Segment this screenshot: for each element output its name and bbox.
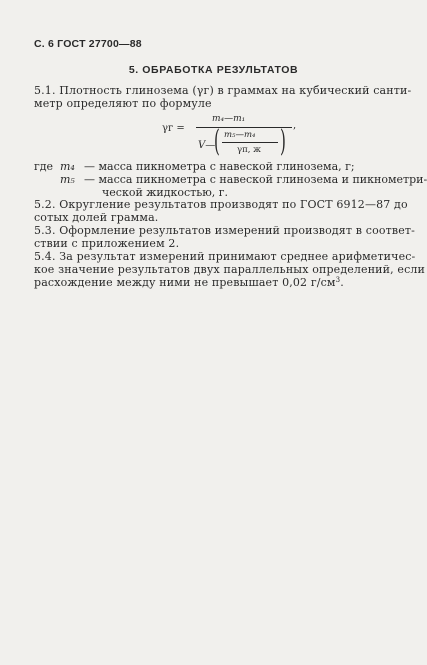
symbol-m5: m₅ <box>60 173 75 186</box>
paragraph-line: 5.2. Округление результатов производят по ГОСТ 6912—87 до <box>34 198 408 211</box>
left-paren: ( <box>214 124 220 159</box>
paragraph-line <box>34 276 394 289</box>
formula-comma: , <box>293 120 297 131</box>
section-title: 5. ОБРАБОТКА РЕЗУЛЬТАТОВ <box>128 64 299 76</box>
paragraph-line: ствии с приложением 2. <box>34 237 180 250</box>
paragraph-5-4 <box>34 250 426 289</box>
paragraph-5-1 <box>34 84 412 110</box>
paragraph-line: 5.3. Оформление результатов измерений производят в соответ- <box>34 224 415 237</box>
cubic-superscript: 3 <box>335 276 341 284</box>
density-formula <box>162 114 312 158</box>
formula-lhs: γг = <box>162 123 185 134</box>
page-header: С. 6 ГОСТ 27700—88 <box>34 38 142 50</box>
paragraph-5-2 <box>34 198 408 224</box>
right-paren: ) <box>280 124 286 159</box>
formula-volume: V— <box>198 140 216 151</box>
paragraph-line: метр определяют по формуле <box>34 97 212 110</box>
paragraph-line: 5.1. Плотность глинозема (γг) в граммах на кубический санти- <box>34 84 412 97</box>
definition-text: — масса пикнометра с навеской глинозема и пикнометри- <box>84 173 427 186</box>
definition-text: ческой жидкостью, г. <box>102 186 229 199</box>
inner-fraction-bar <box>222 142 278 143</box>
paragraph-5-3 <box>34 224 415 250</box>
formula-numerator: m₄—m₁ <box>212 114 246 124</box>
limit-text: расхождение между ними не превышает 0,02 г/см <box>34 276 336 289</box>
paragraph-line: 5.4. За результат измерений принимают среднее арифметичес- <box>34 250 416 263</box>
paragraph-line: кое значение результатов двух параллельных определений, если <box>34 263 426 276</box>
symbol-m4: m₄ <box>60 160 75 173</box>
fraction-bar <box>196 127 292 128</box>
where-label: где <box>34 160 54 173</box>
formula-inner-denominator: γп, ж <box>237 145 261 155</box>
definition-text: — масса пикнометра с навеской глинозема, г; <box>84 160 355 173</box>
period: . <box>340 276 344 289</box>
paragraph-line: сотых долей грамма. <box>34 211 159 224</box>
formula-inner-numerator: m₅—m₄ <box>224 130 256 140</box>
